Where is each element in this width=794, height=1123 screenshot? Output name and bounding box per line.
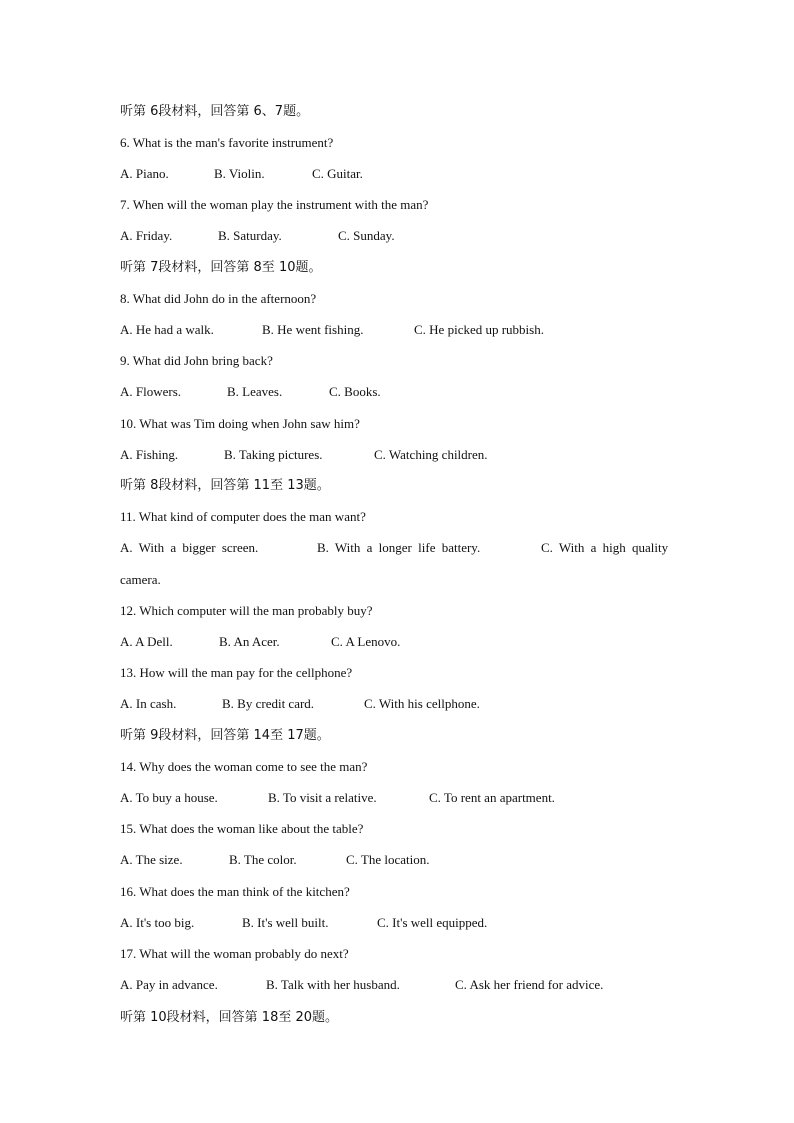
option-b: B. To visit a relative. bbox=[268, 790, 377, 805]
option-b: B. He went fishing. bbox=[262, 322, 364, 337]
options-9 bbox=[120, 384, 680, 400]
option-a: A. With a bigger screen. bbox=[120, 540, 259, 555]
question-7: 7. When will the woman play the instrument with the man? bbox=[120, 197, 429, 212]
question-8: 8. What did John do in the afternoon? bbox=[120, 291, 317, 306]
question-16: 16. What does the man think of the kitchen? bbox=[120, 884, 350, 899]
options-14 bbox=[120, 790, 680, 806]
question-13: 13. How will the man pay for the cellphone? bbox=[120, 665, 353, 680]
option-b: B. Saturday. bbox=[218, 228, 282, 243]
option-a: A. Piano. bbox=[120, 166, 169, 181]
section-heading-8: 听第 8段材料，回答第 11至 13题。 bbox=[120, 478, 330, 493]
option-a: A. A Dell. bbox=[120, 634, 173, 649]
option-b: B. Talk with her husband. bbox=[266, 977, 400, 992]
option-a: A. Friday. bbox=[120, 228, 173, 243]
options-10 bbox=[120, 447, 680, 463]
option-a: A. Fishing. bbox=[120, 447, 179, 462]
option-c: C. A Lenovo. bbox=[331, 634, 401, 649]
question-15: 15. What does the woman like about the table? bbox=[120, 821, 364, 836]
option-c: C. With a high quality bbox=[541, 540, 669, 555]
option-b: B. Leaves. bbox=[227, 384, 283, 399]
option-c: C. Ask her friend for advice. bbox=[455, 977, 604, 992]
option-c: C. The location. bbox=[346, 852, 430, 867]
option-b: B. It's well built. bbox=[242, 915, 329, 930]
options-16 bbox=[120, 915, 680, 931]
option-a: A. Pay in advance. bbox=[120, 977, 218, 992]
option-a: A. In cash. bbox=[120, 696, 177, 711]
options-11 bbox=[120, 540, 680, 556]
option-a: A. The size. bbox=[120, 852, 183, 867]
option-c-continued: camera. bbox=[120, 572, 161, 587]
question-10: 10. What was Tim doing when John saw him? bbox=[120, 416, 360, 431]
question-9: 9. What did John bring back? bbox=[120, 353, 273, 368]
options-6 bbox=[120, 166, 680, 182]
options-13 bbox=[120, 696, 680, 712]
option-b: B. With a longer life battery. bbox=[317, 540, 481, 555]
options-8 bbox=[120, 322, 680, 338]
option-b: B. By credit card. bbox=[222, 696, 315, 711]
options-15 bbox=[120, 852, 680, 868]
options-7 bbox=[120, 228, 680, 244]
option-a: A. He had a walk. bbox=[120, 322, 214, 337]
question-11: 11. What kind of computer does the man want? bbox=[120, 509, 366, 524]
option-b: B. Violin. bbox=[214, 166, 265, 181]
question-12: 12. Which computer will the man probably buy? bbox=[120, 603, 373, 618]
option-a: A. To buy a house. bbox=[120, 790, 218, 805]
option-c: C. Guitar. bbox=[312, 166, 363, 181]
option-c: C. Books. bbox=[329, 384, 381, 399]
option-c: C. Watching children. bbox=[374, 447, 488, 462]
options-12 bbox=[120, 634, 680, 650]
question-6: 6. What is the man's favorite instrument? bbox=[120, 135, 334, 150]
section-heading-9: 听第 9段材料，回答第 14至 17题。 bbox=[120, 728, 330, 743]
option-c: C. It's well equipped. bbox=[377, 915, 488, 930]
option-b: B. An Acer. bbox=[219, 634, 280, 649]
option-c: C. He picked up rubbish. bbox=[414, 322, 544, 337]
options-17 bbox=[120, 977, 680, 993]
option-c: C. With his cellphone. bbox=[364, 696, 480, 711]
option-c: C. To rent an apartment. bbox=[429, 790, 555, 805]
question-14: 14. Why does the woman come to see the man? bbox=[120, 759, 368, 774]
option-a: A. Flowers. bbox=[120, 384, 182, 399]
section-heading-7: 听第 7段材料，回答第 8至 10题。 bbox=[120, 260, 322, 275]
section-heading-10: 听第 10段材料，回答第 18至 20题。 bbox=[120, 1010, 339, 1025]
option-a: A. It's too big. bbox=[120, 915, 195, 930]
option-b: B. The color. bbox=[229, 852, 297, 867]
question-17: 17. What will the woman probably do next? bbox=[120, 946, 349, 961]
option-b: B. Taking pictures. bbox=[224, 447, 323, 462]
section-heading-6: 听第 6段材料，回答第 6、7题。 bbox=[120, 104, 310, 119]
option-c: C. Sunday. bbox=[338, 228, 395, 243]
